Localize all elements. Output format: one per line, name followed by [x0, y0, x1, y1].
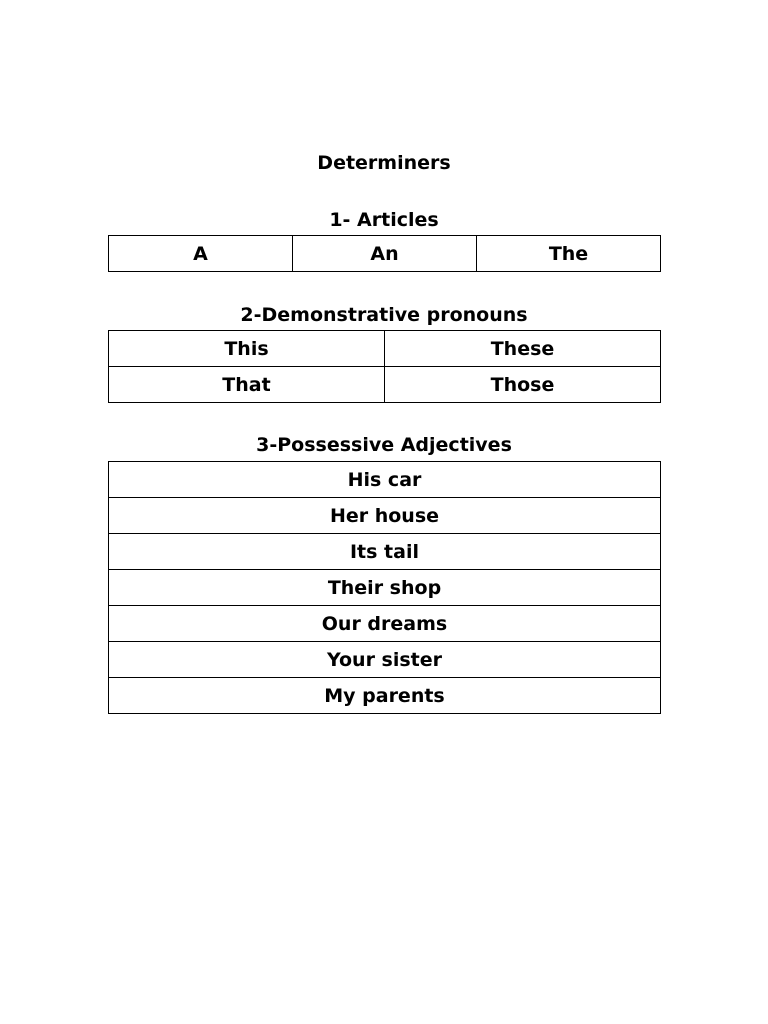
table-row	[109, 331, 661, 367]
table-cell: Its tail	[109, 534, 661, 570]
table-row	[109, 534, 661, 570]
table-row	[109, 367, 661, 403]
articles-heading: 1- Articles	[329, 209, 439, 231]
table-row	[109, 606, 661, 642]
table-cell: Your sister	[109, 642, 661, 678]
demonstratives-heading: 2-Demonstrative pronouns	[240, 304, 528, 326]
table-row	[109, 462, 661, 498]
table-cell: My parents	[109, 678, 661, 714]
table-row	[109, 570, 661, 606]
table-cell: A	[109, 236, 293, 272]
table-row	[109, 236, 661, 272]
possessives-table	[108, 461, 661, 714]
table-cell: An	[293, 236, 477, 272]
table-cell: Her house	[109, 498, 661, 534]
table-cell: These	[385, 331, 661, 367]
table-cell: Their shop	[109, 570, 661, 606]
possessives-heading: 3-Possessive Adjectives	[256, 434, 512, 456]
table-cell: The	[477, 236, 661, 272]
demonstratives-table	[108, 330, 661, 403]
table-cell: That	[109, 367, 385, 403]
table-cell: This	[109, 331, 385, 367]
table-cell: Our dreams	[109, 606, 661, 642]
articles-table	[108, 235, 661, 272]
document-title: Determiners	[317, 152, 451, 174]
table-cell: Those	[385, 367, 661, 403]
table-cell: His car	[109, 462, 661, 498]
table-row	[109, 498, 661, 534]
table-row	[109, 642, 661, 678]
table-row	[109, 678, 661, 714]
